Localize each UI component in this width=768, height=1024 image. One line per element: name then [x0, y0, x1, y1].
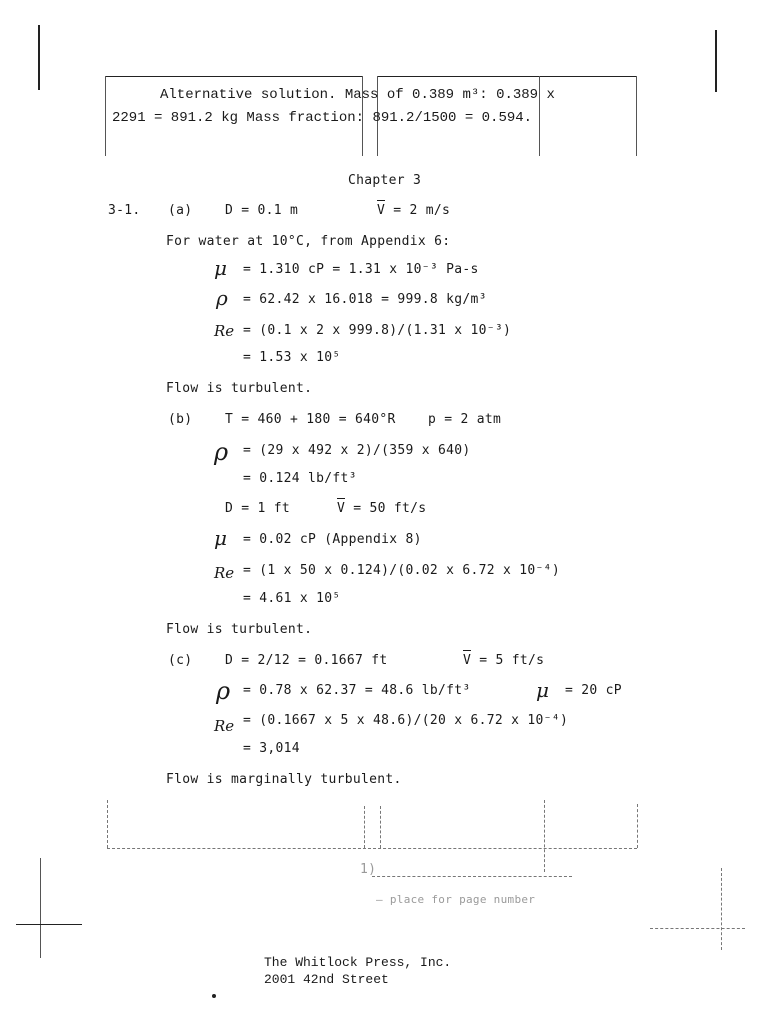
crop-mark-top-right — [715, 30, 717, 92]
top-box-line-1 — [160, 87, 555, 103]
bottom-box-left — [107, 800, 108, 848]
top-box-line-1-end: 0.389 x — [496, 87, 555, 103]
rho-symbol: ρ — [216, 286, 228, 310]
part-a-reynolds-result: = 1.53 x 10⁵ — [243, 350, 341, 365]
part-b-conclusion: Flow is turbulent. — [166, 622, 313, 637]
top-box-line-1-text: Alternative solution. Mass of 0.389 m³: — [160, 87, 497, 103]
crop-mark-bottom-right-h — [650, 928, 745, 929]
part-a-source: For water at 10°C, from Appendix 6: — [166, 234, 451, 249]
part-b-pressure: p = 2 atm — [428, 412, 502, 427]
top-box-border-left — [105, 76, 106, 156]
publisher-name: The Whitlock Press, Inc. — [264, 955, 452, 970]
part-b-reynolds-result: = 4.61 x 10⁵ — [243, 591, 341, 606]
part-b-velocity-value: = 50 ft/s — [345, 501, 427, 516]
crop-mark-bottom-left-v — [40, 858, 41, 958]
part-b-diameter: D = 1 ft — [225, 501, 291, 516]
publisher-address: 2001 42nd Street — [264, 972, 389, 987]
velocity-symbol: V — [463, 653, 472, 668]
part-a-velocity — [377, 203, 450, 218]
mu-symbol: μ — [214, 256, 227, 280]
bottom-box-divider-2 — [380, 806, 381, 848]
part-c-reynolds-result: = 3,014 — [243, 741, 300, 756]
part-a-viscosity: = 1.310 cP = 1.31 x 10⁻³ Pa-s — [243, 262, 479, 277]
top-box-border-top-right — [377, 76, 637, 77]
part-b-density-result: = 0.124 lb/ft³ — [243, 471, 357, 486]
bottom-box-divider-1 — [364, 806, 365, 848]
rho-symbol: ρ — [216, 677, 231, 705]
part-c-label: (c) — [168, 653, 193, 668]
scan-speck — [212, 994, 216, 998]
crop-mark-bottom-left-h — [16, 924, 82, 925]
faint-marker: 1) — [360, 862, 377, 877]
problem-number: 3-1. — [108, 203, 141, 218]
part-c-velocity — [463, 653, 544, 668]
top-box-border-top — [105, 76, 362, 77]
part-c-density: = 0.78 x 62.37 = 48.6 lb/ft³ — [243, 683, 471, 698]
part-a-velocity-value: = 2 m/s — [385, 203, 451, 218]
chapter-title: Chapter 3 — [348, 173, 422, 188]
part-a-label: (a) — [168, 203, 193, 218]
part-c-diameter: D = 2/12 = 0.1667 ft — [225, 653, 388, 668]
crop-mark-bottom-right-v — [721, 868, 722, 950]
part-c-viscosity: = 20 cP — [565, 683, 622, 698]
bottom-faint-rule — [372, 876, 572, 877]
part-b-velocity — [337, 501, 426, 516]
part-c-reynolds: = (0.1667 x 5 x 48.6)/(20 x 6.72 x 10⁻⁴) — [243, 713, 569, 728]
mu-symbol: μ — [214, 526, 227, 550]
part-a-conclusion: Flow is turbulent. — [166, 381, 313, 396]
part-c-conclusion: Flow is marginally turbulent. — [166, 772, 402, 787]
velocity-symbol: V — [337, 501, 346, 516]
bottom-box-right — [637, 804, 638, 848]
part-a-diameter: D = 0.1 m — [225, 203, 299, 218]
part-a-density: = 62.42 x 16.018 = 999.8 kg/m³ — [243, 292, 487, 307]
faint-page-number-note: — place for page number — [376, 893, 536, 906]
top-box-line-2: 2291 = 891.2 kg Mass fraction: 891.2/1500 = 0.594. — [112, 110, 533, 126]
bottom-box-bottom — [107, 848, 637, 849]
part-a-reynolds: = (0.1 x 2 x 999.8)/(1.31 x 10⁻³) — [243, 323, 512, 338]
part-b-reynolds: = (1 x 50 x 0.124)/(0.02 x 6.72 x 10⁻⁴) — [243, 563, 560, 578]
mu-symbol: μ — [536, 678, 549, 702]
velocity-symbol: V — [377, 203, 386, 218]
reynolds-symbol: Re — [214, 717, 235, 735]
top-box-border-right — [636, 76, 637, 156]
reynolds-symbol: Re — [214, 564, 235, 582]
reynolds-symbol: Re — [214, 322, 235, 340]
part-c-velocity-value: = 5 ft/s — [471, 653, 545, 668]
part-b-density: = (29 x 492 x 2)/(359 x 640) — [243, 443, 471, 458]
part-b-temperature: T = 460 + 180 = 640°R — [225, 412, 396, 427]
part-b-viscosity: = 0.02 cP (Appendix 8) — [243, 532, 422, 547]
crop-mark-top-left — [38, 25, 40, 90]
rho-symbol: ρ — [214, 438, 229, 466]
part-b-label: (b) — [168, 412, 193, 427]
bottom-box-divider-3 — [544, 800, 545, 872]
